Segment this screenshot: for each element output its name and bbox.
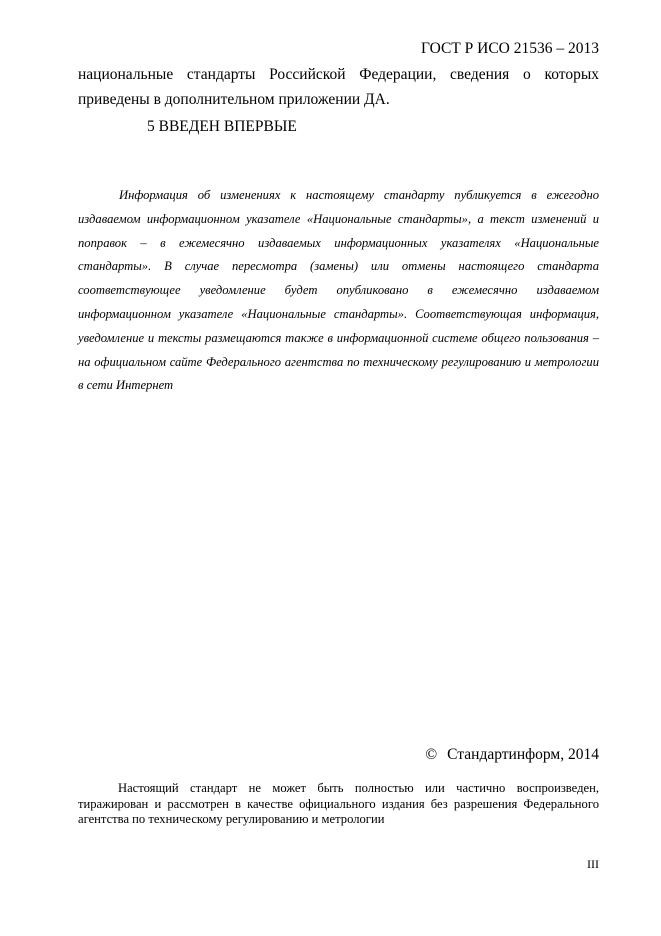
notice-paragraph: Информация об изменениях к настоящему стандарту публикуется в ежегодно издаваемом информационном указателе «Национальные стандарты», а текст изменений и поправок – в ежемесячно издаваемых информационных указателях «Национальные стандарты». В случае пересмотра (замены) или отмены настоящего стандарта соответствующее уведомление будет опубликовано в ежемесячно издаваемом информационном указателе «Национальные стандарты». Соответствующая информация, уведомление и тексты размещаются также в информационной системе общего пользования – на официальном сайте Федерального агентства по техническому регулированию и метрологии в сети Интернет xyxy=(78,188,599,393)
copyright-line xyxy=(425,746,599,764)
intro-line-1: национальные стандарты Российской Федерации, сведения о которых xyxy=(78,66,599,83)
copyright-symbol: © xyxy=(425,746,438,763)
copyright-text: Стандартинформ, 2014 xyxy=(447,746,599,763)
standard-code: ГОСТ Р ИСО 21536 – 2013 xyxy=(421,40,599,57)
intro-line-2: приведены в дополнительном приложении ДА. xyxy=(78,91,390,108)
intro-paragraph xyxy=(78,62,599,112)
page-number: III xyxy=(587,857,599,871)
reproduction-notice: Настоящий стандарт не может быть полностью или частично воспроизведен, тиражирован и рассмотрен в качестве официального издания без разрешения Федерального агентства по техническому регулированию и метрологии xyxy=(78,781,599,826)
section-5-heading: 5 ВВЕДЕН ВПЕРВЫЕ xyxy=(147,118,297,135)
